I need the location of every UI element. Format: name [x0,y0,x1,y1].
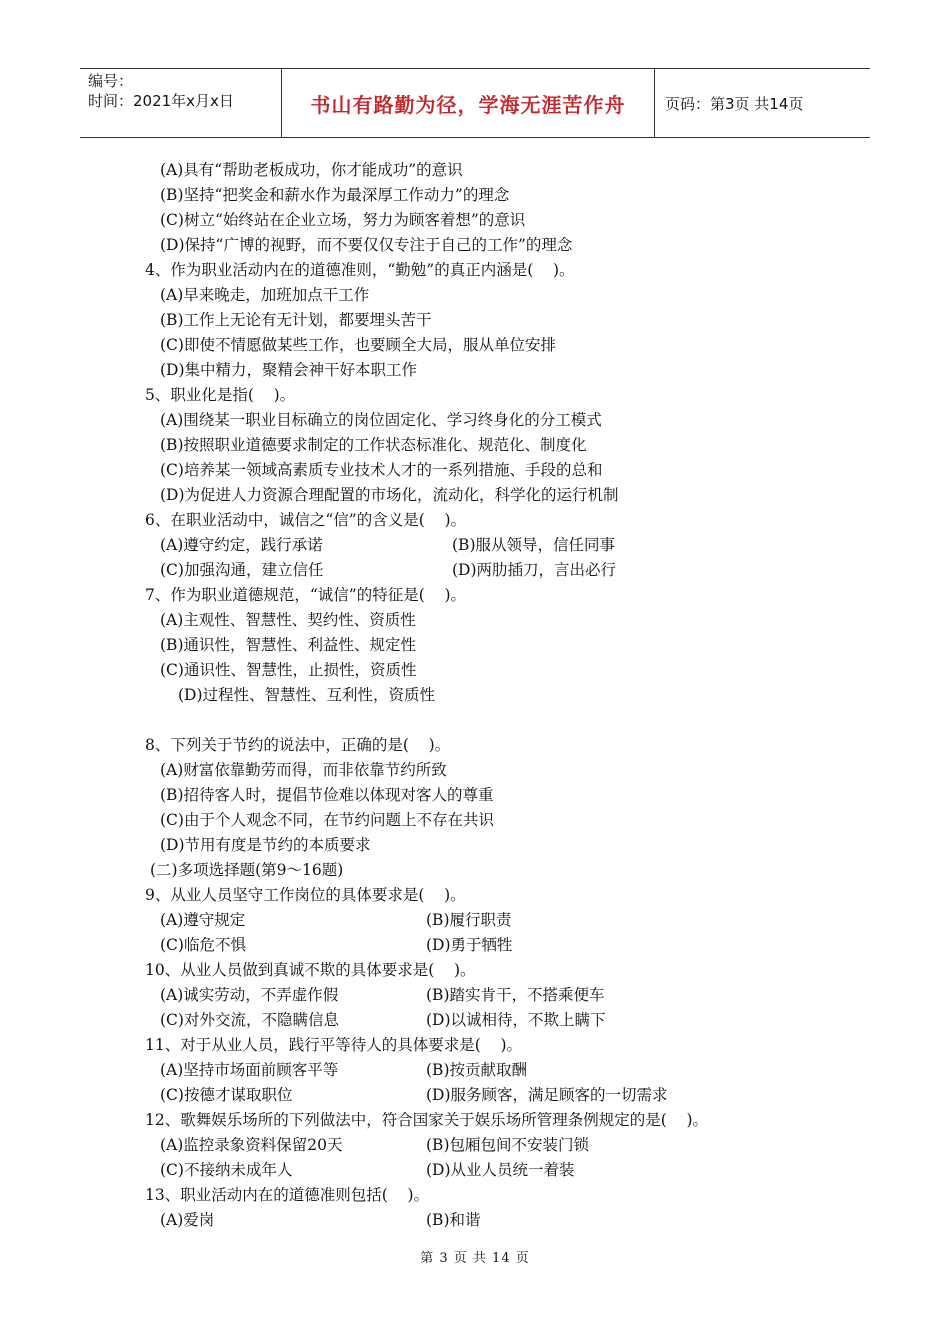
question-line: 4、作为职业活动内在的道德准则，“勤勉”的真正内涵是( )。 [145,261,575,279]
option-line: (A)坚持市场面前顾客平等 [160,1061,339,1079]
option-line: (C)对外交流，不隐瞒信息 [160,1011,339,1029]
option-line: (B)按照职业道德要求制定的工作状态标准化、规范化、制度化 [160,436,587,454]
question-line: 13、职业活动内在的道德准则包括( )。 [145,1186,430,1204]
option-line: (B)踏实肯干，不搭乘便车 [426,986,605,1004]
question-line: 6、在职业活动中，诚信之“信”的含义是( )。 [145,511,467,529]
header-meta [80,69,282,137]
option-line: (B)招待客人时，提倡节俭难以体现对客人的尊重 [160,786,494,804]
option-line: (A)诚实劳动，不弄虚作假 [160,986,339,1004]
option-line: (A)遵守约定，践行承诺 [160,536,323,554]
option-line: (D)集中精力，聚精会神干好本职工作 [160,361,418,379]
header-motto: 书山有路勤为径，学海无涯苦作舟 [282,69,655,137]
option-line: (D)过程性、智慧性、互利性，资质性 [178,686,436,704]
option-line: (A)爱岗 [160,1211,215,1229]
option-line: (A)早来晚走，加班加点干工作 [160,286,370,304]
option-line: (A)围绕某一职业目标确立的岗位固定化、学习终身化的分工模式 [160,411,602,429]
option-line: (C)临危不惧 [160,936,246,954]
header-page-info: 页码：第3页 共14页 [665,94,804,113]
option-line: (D)保持“广博的视野，而不要仅仅专注于自己的工作”的理念 [160,236,573,254]
option-line: (D)服务顾客，满足顾客的一切需求 [426,1086,668,1104]
question-line: 5、职业化是指( )。 [145,386,296,404]
question-line: 10、从业人员做到真诚不欺的具体要求是( )。 [145,961,476,979]
option-line: (C)通识性、智慧性，止损性，资质性 [160,661,417,679]
option-line: (D)为促进人力资源合理配置的市场化，流动化，科学化的运行机制 [160,486,619,504]
question-line: 12、歌舞娱乐场所的下列做法中，符合国家关于娱乐场所管理条例规定的是( )。 [145,1111,709,1129]
option-line: (D)以诚相待，不欺上瞒下 [426,1011,606,1029]
page-footer: 第 3 页 共 14 页 [420,1251,530,1266]
option-line: (B)包厢包间不安装门锁 [426,1136,589,1154]
question-line: 8、下列关于节约的说法中，正确的是( )。 [145,736,451,754]
option-line: (B)工作上无论有无计划，都要埋头苦干 [160,311,432,329]
option-line: (C)不接纳未成年人 [160,1161,293,1179]
option-line: (D)两肋插刀，言出必行 [452,561,617,579]
time-label: 时间：2021年x月x日 [88,92,234,110]
option-line: (B)通识性，智慧性、利益性、规定性 [160,636,416,654]
option-line: (C)培养某一领域高素质专业技术人才的一系列措施、手段的总和 [160,461,603,479]
question-line: 7、作为职业道德规范，“诚信”的特征是( )。 [145,586,467,604]
option-line: (C)加强沟通，建立信任 [160,561,324,579]
option-line: (B)坚持“把奖金和薪水作为最深厚工作动力”的理念 [160,186,510,204]
option-line: (C)按德才谋取职位 [160,1086,293,1104]
option-line: (B)服从领导，信任同事 [452,536,615,554]
option-line: (A)监控录象资料保留20天 [160,1136,343,1154]
option-line: (A)主观性、智慧性、契约性、资质性 [160,611,416,629]
option-line: (D)勇于牺牲 [426,936,513,954]
option-line: (A)具有“帮助老板成功，你才能成功”的意识 [160,161,463,179]
option-line: (A)遵守规定 [160,911,246,929]
question-line: 11、对于从业人员，践行平等待人的具体要求是( )。 [145,1036,523,1054]
option-line: (B)和谐 [426,1211,481,1229]
number-label: 编号： [88,72,134,90]
option-line: (C)即使不情愿做某些工作，也要顾全大局，服从单位安排 [160,336,556,354]
option-line: (D)从业人员统一着装 [426,1161,575,1179]
option-line: (C)由于个人观念不同，在节约问题上不存在共识 [160,811,494,829]
option-line: (D)节用有度是节约的本质要求 [160,836,371,854]
option-line: (C)树立“始终站在企业立场，努力为顾客着想”的意识 [160,211,526,229]
question-line: 9、从业人员坚守工作岗位的具体要求是( )。 [145,886,466,904]
option-line: (B)按贡献取酬 [426,1061,527,1079]
section-heading: (二)多项选择题(第9～16题) [150,861,344,879]
option-line: (A)财富依靠勤劳而得，而非依靠节约所致 [160,761,447,779]
option-line: (B)履行职责 [426,911,512,929]
page-header [80,68,870,138]
